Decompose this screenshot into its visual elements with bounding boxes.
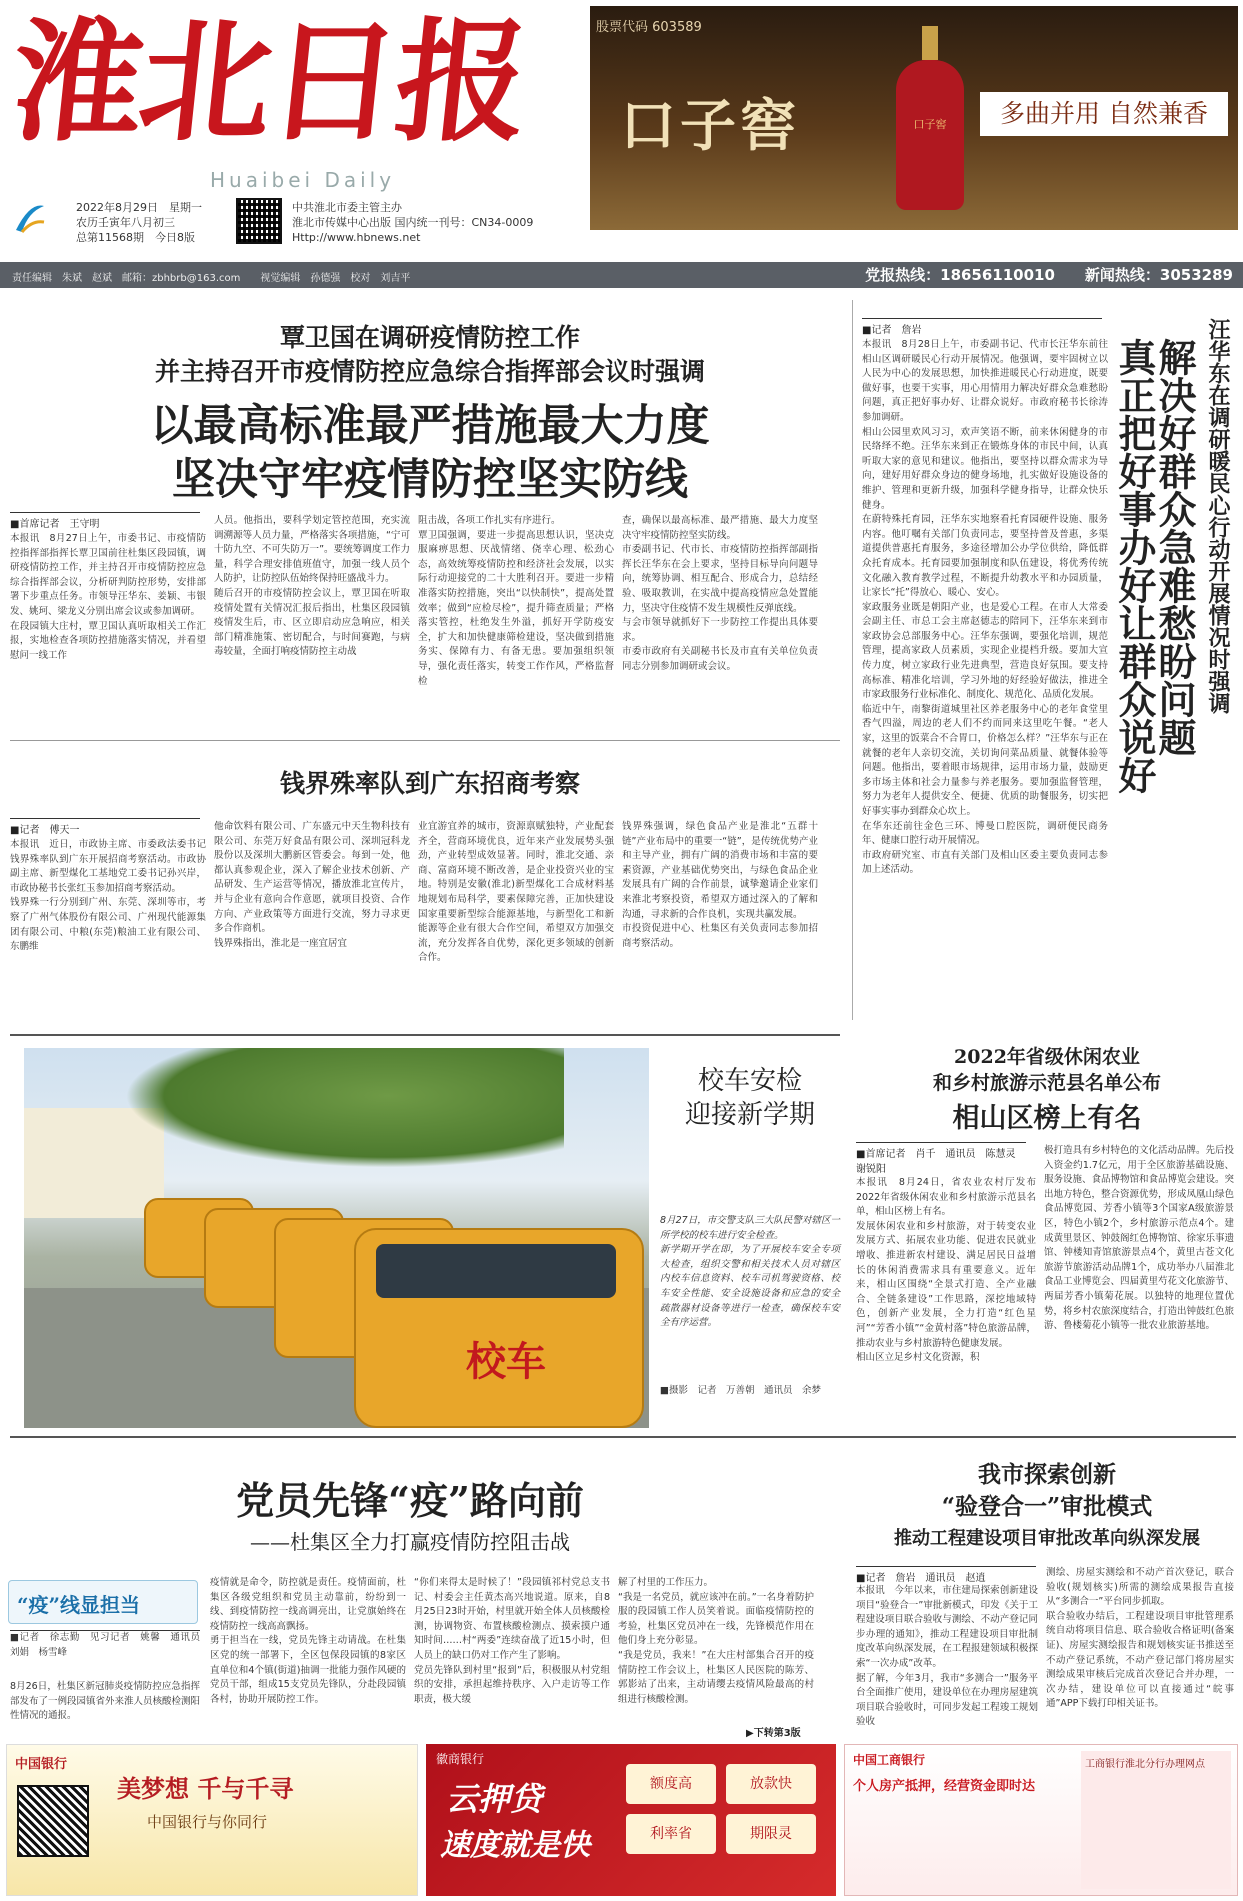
story2-column-3: 业宜游宜养的城市，资源禀赋独特，产业配套齐全，营商环境优良，近年来产业发展势头强劲，产业转型成效显著。同时，淮北交通、亲商、富商环境不断改善，是企业投资兴业的宝地。特别是安徽(淮北)新型煤化工合成材料基地规划布局科学，要素保障完善，正加快建设国家重要新型综合能源基地，与新型化工和新能源等企业有很大合作空间，希望双方加强交流，充分发挥各自优势，深化更多领域的创新合作。 — [418, 821, 614, 964]
issue-date: 2022年8月29日 星期一 — [76, 201, 202, 214]
ad-slogan: 多曲并用 自然兼香 — [980, 92, 1228, 136]
right-byline: ■记者 詹岩 — [862, 318, 1102, 336]
tourism-column-1: 本报讯 8月24日，省农业农村厅发布2022年省级休闲农业和乡村旅游示范县名单，相山区榜上有名。 发展休闲农业和乡村旅游，对于转变农业发展方式、拓展农业功能、促进农民就业增收、推进新农村建设、满足居民日益增长的休闲消费需求具有重要意义。近年来，相山区围绕“全景式打造、全产业融合、全链条建设”工作思路，深挖地域特色，创新产业发展，全力打造“红色星河”“芳香小镇”“金黄村落”特色旅游品牌，推动农业与乡村旅游特色健康发展。 相山区立足乡村文化资源，积 — [856, 1177, 1036, 1364]
approval-column-2: 测绘、房屋实测绘和不动产首次登记，联合验收(规划核实)所需的测绘成果报告直接从“多测合一”平台同步抓取。 联合验收办结后，工程建设项目审批管理系统自动将项目信息、联合验收合格证明(备案证)、房屋实测绘报告和规划核实证书推送至不动产登记系统，不动产登记部门将房屋实测绘成果审核后完成首次登记合并办理，一次办结，建设单位可以直接通过“皖事通”APP下载打印相关证书。 — [1046, 1567, 1234, 1710]
lead-headline-2: 坚决守牢疫情防控坚实防线 — [172, 455, 688, 505]
approval-headline: 推动工程建设项目审批改革向纵深发展 — [894, 1528, 1200, 1549]
right-kicker: 汪华东在调研暖民心行动开展情况时强调 — [1205, 318, 1231, 714]
lead-column-2: 人员。他指出，要科学划定管控范围，充实流调溯源等人员力量，严格落实各项措施，“宁可十防九空、不可失防万一”。要统筹调度工作力量，科学合理安排值班值守，加强一线人员个人防护，让防控队伍始终保持旺盛战斗力。 随后召开的市疫情防控会议上，覃卫国在听取疫情处置有关情况汇报后指出，杜集区段园镇疫情发生后，市、区立即启动应急响应，相关部门精准施策、密切配合，与时间赛跑，与病毒较量，全面打响疫情防控主动战 — [214, 515, 410, 658]
bottom-column-3: 解了村里的工作压力。 “我是一名党员，就应该冲在前。”一名身着防护服的段园镇工作人员笑着说。面临疫情防控的考验，杜集区党员冲在一线，先锋模范作用在他们身上充分彰显。 “我是党员，我来！”在大庄村部集合召开的疫情防控工作会议上，杜集区人民医院的陈芳、郭影站了出来，主动请缨去疫情风险最高的村组进行核酸检测。 — [618, 1577, 814, 1705]
website-link[interactable]: Http://www.hbnews.net — [292, 231, 421, 244]
bus-label: 校车 — [466, 1338, 546, 1385]
bottom-byline: ■记者 徐志勤 见习记者 姚馨 通讯员 刘娟 杨雪峰 — [10, 1630, 200, 1674]
lead-kicker-1: 覃卫国在调研疫情防控工作 — [279, 323, 580, 352]
huishang-bank-ad[interactable] — [426, 1744, 836, 1896]
hs-title-1: 云押贷 — [446, 1780, 543, 1818]
story2-column-1: 本报讯 近日，市政协主席、市委政法委书记钱界殊率队到广东开展招商考察活动。市政协副主席、新型煤化工基地党工委书记孙兴岸，市政协秘书长张红玉参加招商考察活动。 钱界殊一行分别到广州、东莞、深圳等市，考察了广州气体股份有限公司、广州现代能源集团有限公司、中粮(东莞)粮油工业有限公司、东鹏维 — [10, 839, 206, 953]
hs-feature-4: 期限灵 — [726, 1814, 816, 1854]
front-school-bus — [354, 1228, 644, 1428]
lead-column-4: 查，确保以最高标准、最严措施、最大力度坚决守牢疫情防控坚实防线。 市委副书记、代市长、市疫情防控指挥部副指挥长汪华东在会上要求，坚持目标导向问题导向，统筹协调、相互配合、形成合力，总结经验、吸取教训，在实战中提高疫情应急处置能力，坚决守住疫情不发生规模性反弹底线。 与会市领导就抓好下一步防控工作提出具体要求。 市委市政府有关副秘书长及市直有关单位负责同志分别参加调研或会议。 — [622, 515, 818, 672]
lead-byline: ■首席记者 王守明 — [10, 512, 200, 530]
tourism-kicker-1: 2022年省级休闲农业 — [954, 1046, 1140, 1068]
hs-feature-3: 利率省 — [626, 1814, 716, 1854]
story2-column-4: 钱界殊强调，绿色食品产业是淮北“五群十链”产业布局中的重要一“链”，是传统优势产业和主导产业，拥有广阔的消费市场和丰富的要素资源，产业基础优势突出，与绿色食品企业发展具有广阔的合作前景，诚挚邀请企业家们来淮北考察投资，希望双方通过深入的了解和沟通，寻求新的合作良机，实现共赢发展。 市投资促进中心、杜集区有关负责同志参加招商考察活动。 — [622, 821, 818, 949]
bottom-headline: 党员先锋“疫”路向前 — [236, 1478, 584, 1523]
icbc-logo: 中国工商银行 — [853, 1753, 926, 1767]
boc-logo: 中国银行 — [15, 1757, 68, 1772]
tourism-byline: ■首席记者 肖千 通讯员 陈慧灵 谢锐阳 — [856, 1142, 1026, 1175]
approval-kicker-1: 我市探索创新 — [978, 1461, 1116, 1488]
story2-column-2: 他命饮料有限公司、广东盛元中天生物科技有限公司、东莞万好食品有限公司、深圳冠科龙股份以及深圳大鹏新区管委会。每到一处，他都认真参观企业，深入了解企业技术创新、产品研发、生产运营等情况，播放淮北宣传片，并与企业有意向合作意愿，就项目投资、合作方向、产业政策等方面进行交流，努力寻求更多合作商机。 钱界殊指出，淮北是一座宜居宜 — [214, 821, 410, 949]
badge-label: “疫”线显担当 — [17, 1593, 141, 1617]
approval-column-1: 本报讯 今年以来，市住建局探索创新建设项目“验登合一”审批新模式，印发《关于工程建设项目联合验收与测绘、不动产登记同步办理的通知》，推动工程建设项目审批制度改革向纵深发展，在工程报建领域积极探索“一次办成”改革。 据了解，今年3月，我市“多测合一”服务平台全面推广使用，建设单位在办理房屋建筑项目联合验收时，可同步发起工程竣工规划验收 — [856, 1585, 1038, 1728]
lead-column-1: 本报讯 8月27日上午，市委书记、市疫情防控指挥部指挥长覃卫国前往杜集区段园镇，调研疫情防控工作，并主持召开市疫情防控应急综合指挥部会议，分析研判防控形势，安排部署下步重点任务。市领导汪华东、姜颖、韦银发、姚珂、梁龙义分别出席会议或参加调研。 在段园镇大庄村，覃卫国认真听取相关工作汇报，实地检查各项防控措施落实情况，并看望慰问一线工作 — [10, 533, 206, 661]
masthead-logo — [14, 200, 46, 236]
right-body: 本报讯 8月28日上午，市委副书记、代市长汪华东前往相山区调研暖民心行动开展情况。他强调，要牢固树立以人民为中心的发展思想，加快推进暖民心行动进度，既要做好事，也要干实事，用心用情用力解决好群众急难愁盼问题，真正把好事办好、让群众说好。市政府秘书长徐涛参加调研。 相山公园里欢风习习，欢声笑语不断，前来休闲健身的市民络绎不绝。汪华东来到正在锻炼身体的市民中间，认真听取大家的意见和建议。他指出，要坚持以群众需求为导向，建好用好群众身边的健身场地，扎实做好设施设备的维护、管理和更新升级，加强科学健身指导，让群众快乐健身。 在蔚特殊托育园，汪华东实地察看托育园硬件设施、服务内容。他叮嘱有关部门负责同志，要坚持普及普惠，多渠道提供普惠托育服务，多途径增加公办学位供给，降低群众托育成本。托育园要加强制度和队伍建设，将优秀传统文化融入教育教学过程，不断提升幼教水平和办园质量，让家长“托”得放心、暖心、安心。 家政服务业既是朝阳产业，也是爱心工程。在市人大常委会副主任、市总工会主席赵德志的陪同下，汪华东来到市家政协会总部服务中心。汪华东强调，要强化培训，规范管理，提高家政人员素质，实现企业提档升级。要加大宣传力度，树立家政行业先进典型，营造良好氛围。要支持高标准、精准化培训，学习外地的好经验好做法，推进全市家政服务行业标准化、制度化、规范化、品质化发展。 临近中午，南黎街道城里社区养老服务中心的老年食堂里香气四溢，周边的老人们不约而同来这里吃午餐。“老人家，这里的饭菜合不合胃口，价格怎么样？”汪华东与正在就餐的老年人亲切交流，关切询问菜品质量、就餐体验等问题。他指出，要着眼市场规律，运用市场力量，鼓励更多市场主体和社会力量参与养老服务。要加强监督管理，努力为老年人提供安全、便捷、优质的助餐服务，切实把好事实事办到群众心坎上。 在华东还前往金色三环、博曼口腔医院，调研便民商务年、健康口腔行动开展情况。 市政府研究室、市直有关部门及相山区委主要负责同志参加上述活动。 — [862, 339, 1108, 876]
lead-column-3: 阻击战，各项工作扎实有序进行。 覃卫国强调，要进一步提高思想认识，坚决克服麻痹思想、厌战情绪、侥幸心理、松劲心态，高效统筹疫情防控和经济社会发展，以实际行动迎接党的二十大胜利召开。要进一步精准落实防控措施，突出“以快制快”，提高处置效率；做到“应检尽检”，提升筛查质量；严格落实管控，杜绝发生外溢，抓好开学防疫安全，扩大和加快健康筛检建设，坚决做到措施务实、保障有力、有备无患。要加强组织领导，强化责任落实，转变工作作风，严格监督检 — [418, 515, 614, 687]
right-headline-1: 解决好群众急难愁盼问题 — [1152, 338, 1197, 756]
stock-code: 股票代码 603589 — [596, 20, 702, 35]
icbc-side-panel: 工商银行淮北分行办理网点 — [1081, 1751, 1231, 1889]
photo-caption: 8月27日，市交警支队三大队民警对辖区一所学校的校车进行安全检查。 新学期开学在即，为了开展校车安全专项大检查，组织交警和相关技术人员对辖区内校车信息资料、校车司机驾驶资格、校车安全性能、安全设施设备和应急的安全疏散器材设备等进行一检查，确保校车安全有序运营。 — [660, 1215, 840, 1329]
story2-byline: ■记者 傅天一 — [10, 818, 200, 836]
editor-bar — [0, 262, 1243, 288]
brand-name: 口子窖 — [620, 93, 800, 159]
hs-feature-2: 放款快 — [726, 1764, 816, 1804]
right-headline-2: 真正把好事办好让群众说好 — [1112, 338, 1157, 794]
lunar-date: 农历壬寅年八月初三 — [76, 216, 175, 229]
boc-slogan: 美梦想 千与千寻 — [117, 1774, 294, 1803]
bottom-lead: 8月26日，杜集区新冠肺炎疫情防控应急指挥部发布了一例段园镇省外来淮人员核酸检测阳性情况的通报。 — [10, 1681, 201, 1722]
issue-number: 总第11568期 今日8版 — [76, 231, 195, 244]
icbc-ad[interactable] — [844, 1744, 1238, 1896]
story2-headline: 钱界殊率队到广东招商考察 — [279, 769, 580, 798]
hs-logo: 徽商银行 — [436, 1752, 485, 1766]
qr-code — [236, 198, 282, 244]
bottle-label: 口子窖 — [913, 118, 947, 131]
icbc-title: 个人房产抵押，经营资金即时达 — [853, 1779, 1036, 1794]
sponsor-line: 中共淮北市委主管主办 — [292, 201, 402, 214]
boc-qr-code — [17, 1785, 89, 1857]
approval-byline: ■记者 詹岩 通讯员 赵逍 — [856, 1566, 1036, 1584]
lead-kicker-2: 并主持召开市疫情防控应急综合指挥部会议时强调 — [154, 357, 705, 386]
editor-credits: 责任编辑 朱斌 赵斌 邮箱：zbhbrb@163.com 视觉编辑 孙德强 校对 刘吉平 — [12, 273, 411, 284]
photo-credit: ■摄影 记者 万善朝 通讯员 余梦 — [660, 1385, 821, 1396]
school-bus-photo — [24, 1048, 649, 1428]
tourism-column-2: 极打造具有乡村特色的文化活动品牌。先后投入资金约1.7亿元，用于全区旅游基础设施、服务设施、食品博物馆和食品博览会建设。突出地方特色，整合资源优势，形成凤凰山绿色食品博览园、芳香小镇等3个国家A级旅游景区，特色小镇2个，乡村旅游示范点4个。建成黄里景区、钟鼓阁红色博物馆、徐家乐事遗馆、钟楼知青馆旅游景点4个，黄里古苍文化旅游节旅游活动品牌1个，成功举办八届淮北食品工业博览会、四届黄里芍花文化旅游节、两届芳香小镇菊花展。以独特的地理位置优势，将乡村农旅深度结合，打造出钟鼓红色旅游、鲁楼菊花小镇等一批农业旅游基地。 — [1044, 1145, 1235, 1332]
bottom-column-1: 疫情就是命令，防控就是责任。疫情面前，杜集区各级党组织和党员主动靠前，纷纷到一线、到疫情防控一线高调亮出，让党旗始终在疫情防控一线高高飘扬。 勇于担当在一线，党员先锋主动请战。在杜集区党的统一部署下，全区包保段园镇的8家区直单位和4个镇(街道)抽调一批能力强作风硬的党员干部，组成15支党员先锋队，分赴段园镇各村，协助开展防控工作。 — [210, 1577, 406, 1705]
epidemic-badge — [8, 1580, 198, 1624]
continued-link[interactable]: ▶下转第3版 — [746, 1728, 801, 1739]
hotline: 党报热线：18656110010 新闻热线：3053289 — [865, 266, 1233, 284]
publisher-line: 淮北市传媒中心出版 国内统一刊号：CN34-0009 — [292, 216, 534, 229]
photo-title-2: 迎接新学期 — [684, 1100, 815, 1130]
tourism-kicker-2: 和乡村旅游示范县名单公布 — [932, 1072, 1161, 1094]
approval-kicker-2: “验登合一”审批模式 — [941, 1493, 1153, 1520]
liquor-bottle — [888, 26, 972, 222]
masthead-subtitle: Huaibei Daily — [210, 168, 396, 192]
boc-subslogan: 中国银行与你同行 — [147, 1813, 268, 1831]
hs-title-2: 速度就是快 — [440, 1828, 590, 1863]
bank-of-china-ad[interactable] — [6, 1744, 418, 1896]
bottom-subheadline: ——杜集区全力打赢疫情防控阻击战 — [250, 1530, 570, 1554]
hs-feature-1: 额度高 — [626, 1764, 716, 1804]
photo-title-1: 校车安检 — [697, 1066, 802, 1096]
top-advertisement[interactable] — [590, 6, 1238, 230]
lead-headline-1: 以最高标准最严措施最大力度 — [150, 401, 710, 451]
masthead-title: 淮北日报 — [3, 5, 533, 160]
bottom-column-2: “你们来得太是时候了！”段园镇祁村党总支书记、村委会主任黄杰高兴地说道。原来，自8月25日23时开始，村里就开始全体人员核酸检测，协调物资、布置核酸检测点、摸索摸户通知时间……村“两委”连续奋战了近15小时，但人员上的缺口仍对工作产生了影响。 党员先锋队到村里“报到”后，积极服从村党组织的安排，承担起维持秩序、入户走访等工作职责，极大缓 — [414, 1577, 610, 1705]
tourism-headline: 相山区榜上有名 — [952, 1103, 1142, 1134]
